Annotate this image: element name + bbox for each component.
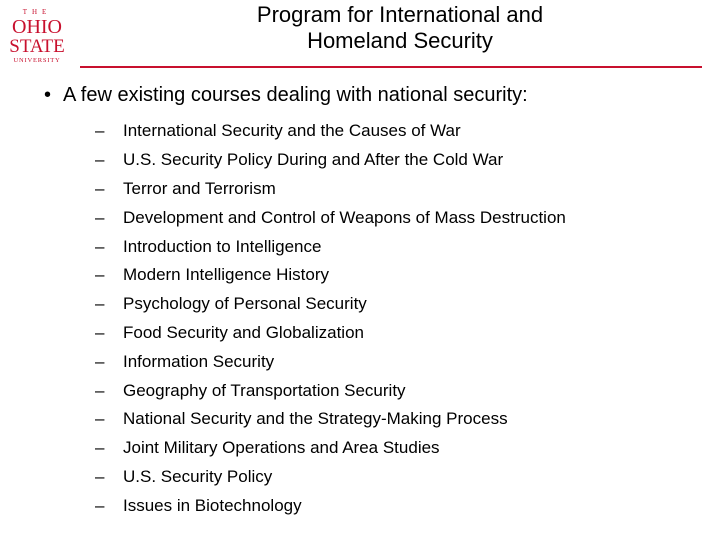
dash-marker: – (95, 294, 105, 314)
title-line-1: Program for International and (256, 2, 544, 27)
course-list (95, 117, 566, 520)
course-name: Information Security (123, 351, 275, 371)
course-name: Psychology of Personal Security (123, 294, 367, 314)
list-item (95, 203, 566, 232)
list-item (95, 347, 566, 376)
dash-marker: – (95, 207, 105, 227)
dash-marker: – (95, 380, 105, 400)
course-name: National Security and the Strategy-Making Process (123, 409, 508, 429)
logo-ohio: OHIO (12, 16, 62, 38)
dash-marker: – (95, 178, 105, 198)
logo-university: UNIVERSITY (13, 57, 61, 64)
list-item (95, 232, 566, 261)
list-item (95, 319, 566, 348)
course-name: Development and Control of Weapons of Mass Destruction (123, 207, 566, 227)
list-item (95, 376, 566, 405)
dash-marker: – (95, 466, 105, 486)
course-name: Introduction to Intelligence (123, 236, 322, 256)
course-name: Food Security and Globalization (123, 322, 364, 342)
dash-marker: – (95, 265, 105, 285)
list-item (95, 491, 566, 520)
dash-marker: – (95, 322, 105, 342)
course-name: U.S. Security Policy During and After the Cold War (123, 150, 504, 170)
list-item (95, 146, 566, 175)
dash-marker: – (95, 409, 105, 429)
course-name: Issues in Biotechnology (123, 495, 302, 515)
dash-marker: – (95, 351, 105, 371)
course-name: International Security and the Causes of War (123, 121, 461, 141)
course-name: Joint Military Operations and Area Studies (123, 438, 440, 458)
title-divider (80, 66, 702, 68)
list-item (95, 261, 566, 290)
course-name: U.S. Security Policy (123, 466, 273, 486)
dash-marker: – (95, 236, 105, 256)
dash-marker: – (95, 121, 105, 141)
title-line-2: Homeland Security (307, 28, 493, 53)
course-name: Geography of Transportation Security (123, 380, 406, 400)
bullet-text: A few existing courses dealing with national security: (63, 84, 528, 106)
dash-marker: – (95, 150, 105, 170)
logo-state: STATE (9, 36, 65, 57)
list-item (95, 117, 566, 146)
course-name: Modern Intelligence History (123, 265, 329, 285)
page-title (150, 2, 650, 54)
list-item (95, 463, 566, 492)
list-item (95, 175, 566, 204)
list-item (95, 290, 566, 319)
main-bullet (44, 84, 528, 107)
list-item (95, 434, 566, 463)
bullet-marker: • (44, 84, 52, 106)
course-name: Terror and Terrorism (123, 178, 276, 198)
dash-marker: – (95, 438, 105, 458)
ohio-state-logo (7, 6, 67, 64)
logo-the: THE (22, 8, 52, 16)
list-item (95, 405, 566, 434)
dash-marker: – (95, 495, 105, 515)
